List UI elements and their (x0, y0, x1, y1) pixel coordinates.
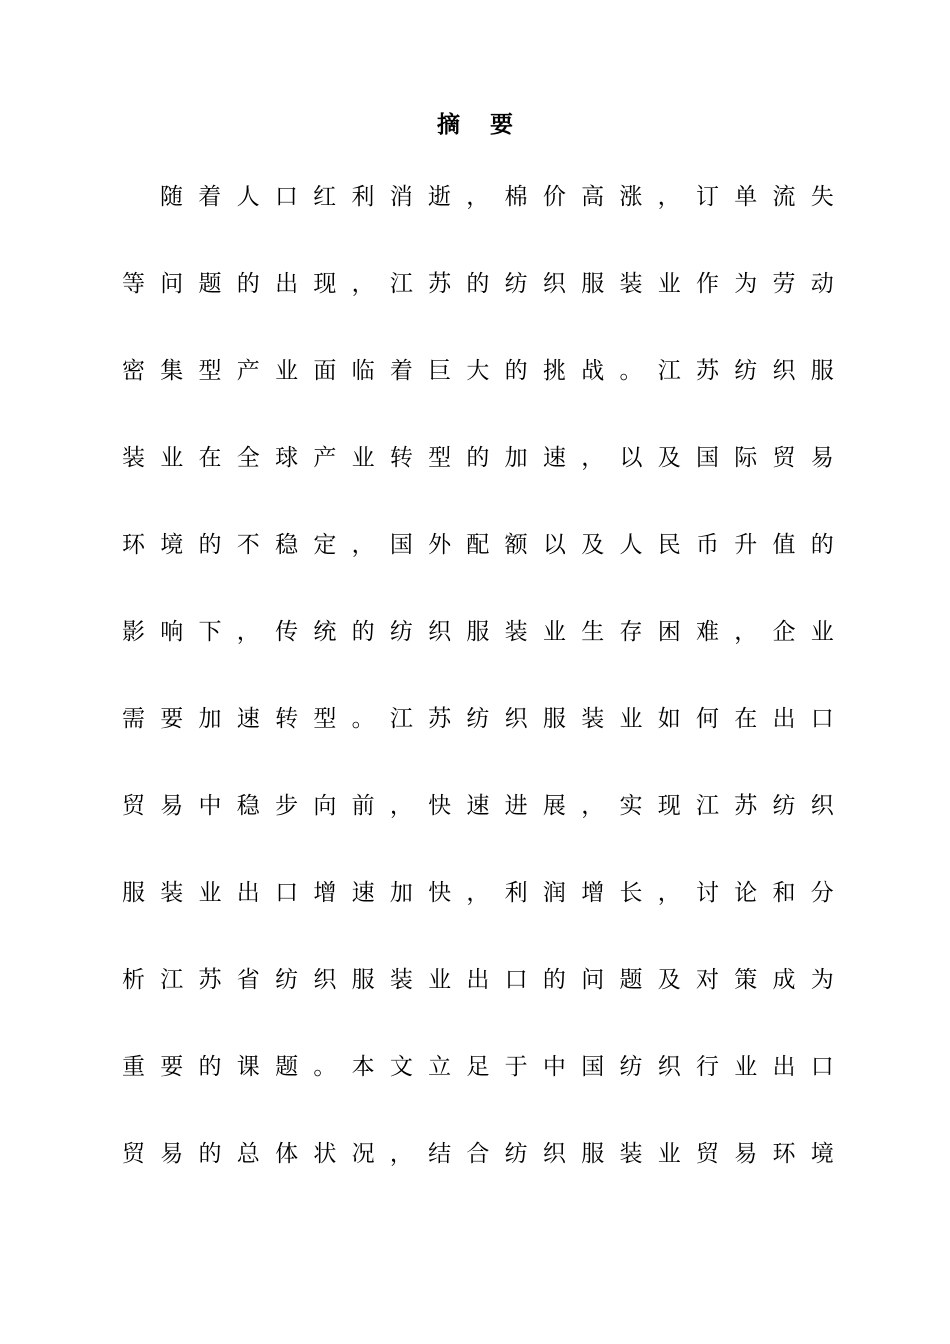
text-char: 江 (389, 271, 413, 297)
text-line (160, 180, 834, 214)
text-char: 进 (504, 793, 528, 819)
text-char: 织 (657, 1054, 681, 1080)
text-char: 服 (581, 1141, 605, 1167)
text-char: 困 (657, 619, 681, 645)
text-char: 稳 (236, 793, 260, 819)
text-char: ， (389, 1141, 413, 1167)
text-char: 如 (657, 706, 681, 732)
text-char: 出 (236, 880, 260, 906)
text-line (122, 615, 834, 649)
text-char: 型 (198, 358, 222, 384)
text-char: 劳 (772, 271, 796, 297)
text-char: 本 (351, 1054, 375, 1080)
text-char: 体 (275, 1141, 299, 1167)
text-char: 出 (466, 967, 490, 993)
text-char: ， (466, 880, 490, 906)
text-char: 民 (657, 532, 681, 558)
text-char: 课 (236, 1054, 260, 1080)
text-char: 易 (734, 1141, 758, 1167)
text-char: 结 (428, 1141, 452, 1167)
text-char: 订 (695, 184, 719, 210)
text-char: 单 (734, 184, 758, 210)
text-char: ， (236, 619, 260, 645)
text-char: 密 (122, 358, 145, 384)
text-char: 重 (122, 1054, 145, 1080)
text-char: ， (581, 793, 605, 819)
text-char: 的 (236, 271, 260, 297)
text-char: 何 (695, 706, 719, 732)
text-char: 速 (466, 793, 490, 819)
text-char: 业 (734, 1054, 758, 1080)
text-char: 企 (772, 619, 796, 645)
text-char: 行 (695, 1054, 719, 1080)
text-char: 展 (542, 793, 566, 819)
text-char: 面 (313, 358, 337, 384)
text-char: 着 (389, 358, 413, 384)
text-char: 人 (236, 184, 260, 210)
text-char: 配 (466, 532, 490, 558)
text-char: 环 (772, 1141, 796, 1167)
text-char: 产 (313, 445, 337, 471)
text-char: 流 (772, 184, 796, 210)
text-char: 下 (198, 619, 222, 645)
text-char: 纺 (389, 619, 413, 645)
text-line (122, 1137, 834, 1171)
text-char: 现 (313, 271, 337, 297)
text-char: 策 (734, 967, 758, 993)
text-char: 讨 (695, 880, 719, 906)
text-char: 业 (275, 358, 299, 384)
text-char: 稳 (275, 532, 299, 558)
text-char: ， (389, 793, 413, 819)
text-char: 对 (695, 967, 719, 993)
text-char: 币 (695, 532, 719, 558)
text-char: 型 (428, 445, 452, 471)
text-char: 转 (389, 445, 413, 471)
text-char: 服 (351, 967, 375, 993)
text-char: 成 (772, 967, 796, 993)
text-char: 论 (734, 880, 758, 906)
text-char: 的 (198, 1054, 222, 1080)
text-char: 装 (504, 619, 528, 645)
text-char: 快 (428, 880, 452, 906)
text-char: 在 (734, 706, 758, 732)
text-line (122, 354, 834, 388)
text-char: 况 (351, 1141, 375, 1167)
text-char: 分 (810, 880, 834, 906)
text-char: 织 (313, 967, 337, 993)
text-char: 贸 (772, 445, 796, 471)
text-line (122, 528, 834, 562)
text-char: 定 (313, 532, 337, 558)
text-char: 的 (466, 445, 490, 471)
text-char: 的 (542, 967, 566, 993)
text-char: 易 (160, 1141, 184, 1167)
text-char: 问 (581, 967, 605, 993)
text-char: 苏 (428, 706, 452, 732)
text-char: ， (581, 445, 605, 471)
text-char: 不 (236, 532, 260, 558)
text-char: 织 (810, 793, 834, 819)
text-char: 国 (389, 532, 413, 558)
text-char: 转 (275, 706, 299, 732)
text-char: 型 (313, 706, 337, 732)
text-char: 贸 (695, 1141, 719, 1167)
text-char: 。 (351, 706, 375, 732)
text-char: 出 (772, 706, 796, 732)
text-char: 问 (160, 271, 184, 297)
text-char: 加 (198, 706, 222, 732)
text-char: 业 (657, 271, 681, 297)
text-char: 难 (695, 619, 719, 645)
text-char: 文 (389, 1054, 413, 1080)
text-char: 存 (619, 619, 643, 645)
text-char: ， (657, 184, 681, 210)
text-char: 装 (581, 706, 605, 732)
text-char: 及 (581, 532, 605, 558)
text-char: 贸 (122, 793, 145, 819)
text-char: 长 (619, 880, 643, 906)
text-char: 生 (581, 619, 605, 645)
text-char: 失 (810, 184, 834, 210)
text-char: 业 (810, 619, 834, 645)
text-char: 业 (160, 445, 184, 471)
text-char: 额 (504, 532, 528, 558)
text-char: 棉 (504, 184, 528, 210)
text-char: 足 (466, 1054, 490, 1080)
text-char: 实 (619, 793, 643, 819)
text-char: 。 (619, 358, 643, 384)
text-char: 加 (504, 445, 528, 471)
text-line (122, 441, 834, 475)
text-char: 服 (581, 271, 605, 297)
text-char: 前 (351, 793, 375, 819)
text-char: 向 (313, 793, 337, 819)
text-char: 易 (160, 793, 184, 819)
text-char: 价 (542, 184, 566, 210)
text-char: 速 (236, 706, 260, 732)
text-char: 织 (542, 1141, 566, 1167)
text-char: 业 (542, 619, 566, 645)
text-char: 要 (160, 1054, 184, 1080)
text-char: 国 (695, 445, 719, 471)
text-char: 红 (313, 184, 337, 210)
text-char: 题 (619, 967, 643, 993)
text-char: 的 (810, 532, 834, 558)
text-char: 产 (236, 358, 260, 384)
text-char: 业 (351, 445, 375, 471)
text-char: 纺 (504, 1141, 528, 1167)
text-char: 大 (466, 358, 490, 384)
text-char: 战 (581, 358, 605, 384)
text-char: 易 (810, 445, 834, 471)
text-char: 润 (542, 880, 566, 906)
text-char: 球 (275, 445, 299, 471)
text-char: 及 (657, 967, 681, 993)
text-char: 要 (160, 706, 184, 732)
text-char: 析 (122, 967, 145, 993)
text-char: 为 (810, 967, 834, 993)
text-char: 纺 (734, 358, 758, 384)
text-char: 装 (389, 967, 413, 993)
text-char: 状 (313, 1141, 337, 1167)
text-char: 随 (160, 184, 183, 210)
text-char: 苏 (734, 793, 758, 819)
text-char: 影 (122, 619, 145, 645)
text-char: 服 (122, 880, 145, 906)
text-char: 现 (657, 793, 681, 819)
text-char: ， (657, 880, 681, 906)
text-char: 服 (466, 619, 490, 645)
text-char: 增 (581, 880, 605, 906)
text-char: 业 (428, 967, 452, 993)
text-char: 的 (198, 1141, 222, 1167)
text-char: 速 (542, 445, 566, 471)
text-char: 业 (657, 1141, 681, 1167)
text-char: 传 (275, 619, 299, 645)
text-char: 业 (198, 880, 222, 906)
text-char: 挑 (542, 358, 566, 384)
text-char: 增 (313, 880, 337, 906)
text-char: 消 (389, 184, 413, 210)
text-char: 快 (428, 793, 452, 819)
text-char: 动 (810, 271, 834, 297)
text-char: 织 (428, 619, 452, 645)
text-char: 江 (695, 793, 719, 819)
text-char: 纺 (504, 271, 528, 297)
text-char: 加 (389, 880, 413, 906)
text-char: 纺 (619, 1054, 643, 1080)
text-char: 口 (810, 706, 834, 732)
text-char: 外 (428, 532, 452, 558)
text-char: 等 (122, 271, 145, 297)
text-char: 业 (619, 706, 643, 732)
text-char: 及 (657, 445, 681, 471)
text-char: 环 (122, 532, 145, 558)
text-char: 的 (504, 358, 528, 384)
text-char: 江 (389, 706, 413, 732)
text-char: 装 (619, 1141, 643, 1167)
text-char: 纺 (275, 967, 299, 993)
text-char: 高 (581, 184, 605, 210)
text-char: 口 (275, 880, 299, 906)
text-char: 合 (466, 1141, 490, 1167)
text-char: ， (351, 532, 375, 558)
text-char: 江 (657, 358, 681, 384)
text-char: 题 (198, 271, 222, 297)
text-char: 值 (772, 532, 796, 558)
text-char: 纺 (772, 793, 796, 819)
text-char: 服 (810, 358, 834, 384)
abstract-title: 摘要 (437, 112, 543, 138)
text-char: 国 (581, 1054, 605, 1080)
text-char: 境 (160, 532, 184, 558)
text-char: 统 (313, 619, 337, 645)
text-char: 立 (428, 1054, 452, 1080)
text-char: ， (734, 619, 758, 645)
text-char: 的 (351, 619, 375, 645)
text-char: 装 (122, 445, 145, 471)
text-char: 集 (160, 358, 184, 384)
text-char: 贸 (122, 1141, 145, 1167)
text-char: 的 (198, 532, 222, 558)
text-char: 江 (160, 967, 184, 993)
text-char: 响 (160, 619, 184, 645)
text-char: 巨 (428, 358, 452, 384)
text-char: 于 (504, 1054, 528, 1080)
text-line (122, 702, 834, 736)
text-char: 作 (695, 271, 719, 297)
text-line (122, 267, 834, 301)
text-char: 总 (236, 1141, 260, 1167)
text-line (122, 963, 834, 997)
text-char: 全 (236, 445, 260, 471)
text-char: ， (351, 271, 375, 297)
text-char: 利 (351, 184, 375, 210)
text-char: 织 (772, 358, 796, 384)
text-char: 中 (198, 793, 222, 819)
text-char: 省 (236, 967, 260, 993)
text-char: 速 (351, 880, 375, 906)
text-char: 境 (810, 1141, 834, 1167)
text-char: 服 (542, 706, 566, 732)
text-char: 苏 (428, 271, 452, 297)
text-char: 装 (619, 271, 643, 297)
text-char: 口 (504, 967, 528, 993)
text-char: 利 (504, 880, 528, 906)
text-char: 以 (619, 445, 643, 471)
text-char: 和 (772, 880, 796, 906)
text-char: 织 (504, 706, 528, 732)
text-char: 需 (122, 706, 145, 732)
text-char: 苏 (198, 967, 222, 993)
text-line (122, 789, 834, 823)
text-char: 纺 (466, 706, 490, 732)
text-char: 在 (198, 445, 222, 471)
text-char: 步 (275, 793, 299, 819)
text-line (122, 1050, 834, 1084)
text-char: 临 (351, 358, 375, 384)
text-char: 中 (542, 1054, 566, 1080)
text-char: 升 (734, 532, 758, 558)
text-char: 口 (274, 184, 298, 210)
text-line (122, 876, 834, 910)
text-char: 口 (810, 1054, 834, 1080)
text-char: 为 (734, 271, 758, 297)
text-char: ， (466, 184, 490, 210)
text-char: 以 (542, 532, 566, 558)
text-char: 出 (772, 1054, 796, 1080)
text-char: 涨 (619, 184, 643, 210)
text-char: 苏 (695, 358, 719, 384)
text-char: 着 (198, 184, 222, 210)
text-char: 人 (619, 532, 643, 558)
text-char: 装 (160, 880, 184, 906)
text-char: 。 (313, 1054, 337, 1080)
text-char: 逝 (427, 184, 451, 210)
text-char: 的 (466, 271, 490, 297)
text-char: 际 (734, 445, 758, 471)
text-char: 题 (275, 1054, 299, 1080)
text-char: 出 (275, 271, 299, 297)
text-char: 织 (542, 271, 566, 297)
